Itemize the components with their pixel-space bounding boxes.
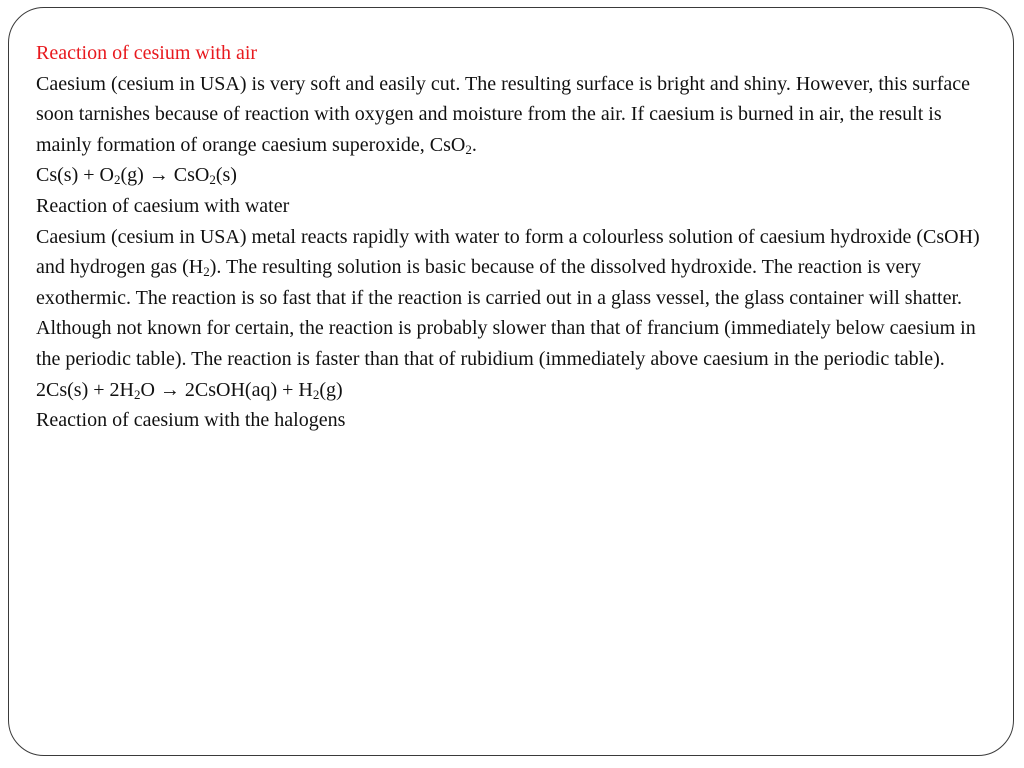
subscript: 2 — [203, 264, 210, 280]
equation-cesium-oxygen — [36, 160, 996, 191]
paragraph-reaction-with-air — [36, 69, 996, 161]
subscript: 2 — [133, 386, 141, 402]
subscript: 2 — [312, 386, 320, 402]
paragraph-water-text-1: Caesium (cesium in USA) metal reacts rapidly with water to form a colourless solution of caesium hydroxide (CsOH) and hydrogen gas (H — [36, 225, 980, 279]
paragraph-water-text-2: ). The resulting solution is basic because of the dissolved hydroxide. The reaction is very exothermic. The reaction is so fast that if the reaction is carried out in a glass vessel, the glass container will shatter. Although not known for certain, the reaction is probably slower than that of francium (immediately below caesium in the periodic table). The reaction is faster than that of rubidium (immediately above caesium in the periodic table). — [36, 256, 976, 370]
equation-part: O → 2CsOH(aq) + H — [140, 378, 313, 401]
heading-reaction-with-air: Reaction of cesium with air — [36, 42, 258, 64]
slide-content — [36, 38, 996, 436]
heading-reaction-with-water: Reaction of caesium with water — [36, 194, 290, 217]
heading-reaction-with-halogens: Reaction of caesium with the halogens — [36, 409, 346, 432]
subscript: 2 — [209, 172, 216, 188]
paragraph-air-text: Caesium (cesium in USA) is very soft and easily cut. The resulting surface is bright and shiny. However, this surface soon tarnishes because of reaction with oxygen and moisture from the air. If caesium is burned in air, the result is mainly formation of orange caesium superoxide, CsO — [36, 72, 970, 156]
subscript: 2 — [465, 141, 472, 157]
equation-part: (g) → CsO — [120, 164, 210, 187]
equation-part: Cs(s) + O — [36, 164, 114, 187]
paragraph-air-end: . — [471, 133, 477, 156]
equation-part: 2Cs(s) + 2H — [36, 378, 134, 401]
equation-part: (g) — [319, 378, 343, 401]
subscript: 2 — [113, 172, 121, 188]
equation-part: (s) — [215, 164, 237, 187]
equation-cesium-water — [36, 375, 996, 406]
paragraph-reaction-with-water — [36, 222, 996, 375]
